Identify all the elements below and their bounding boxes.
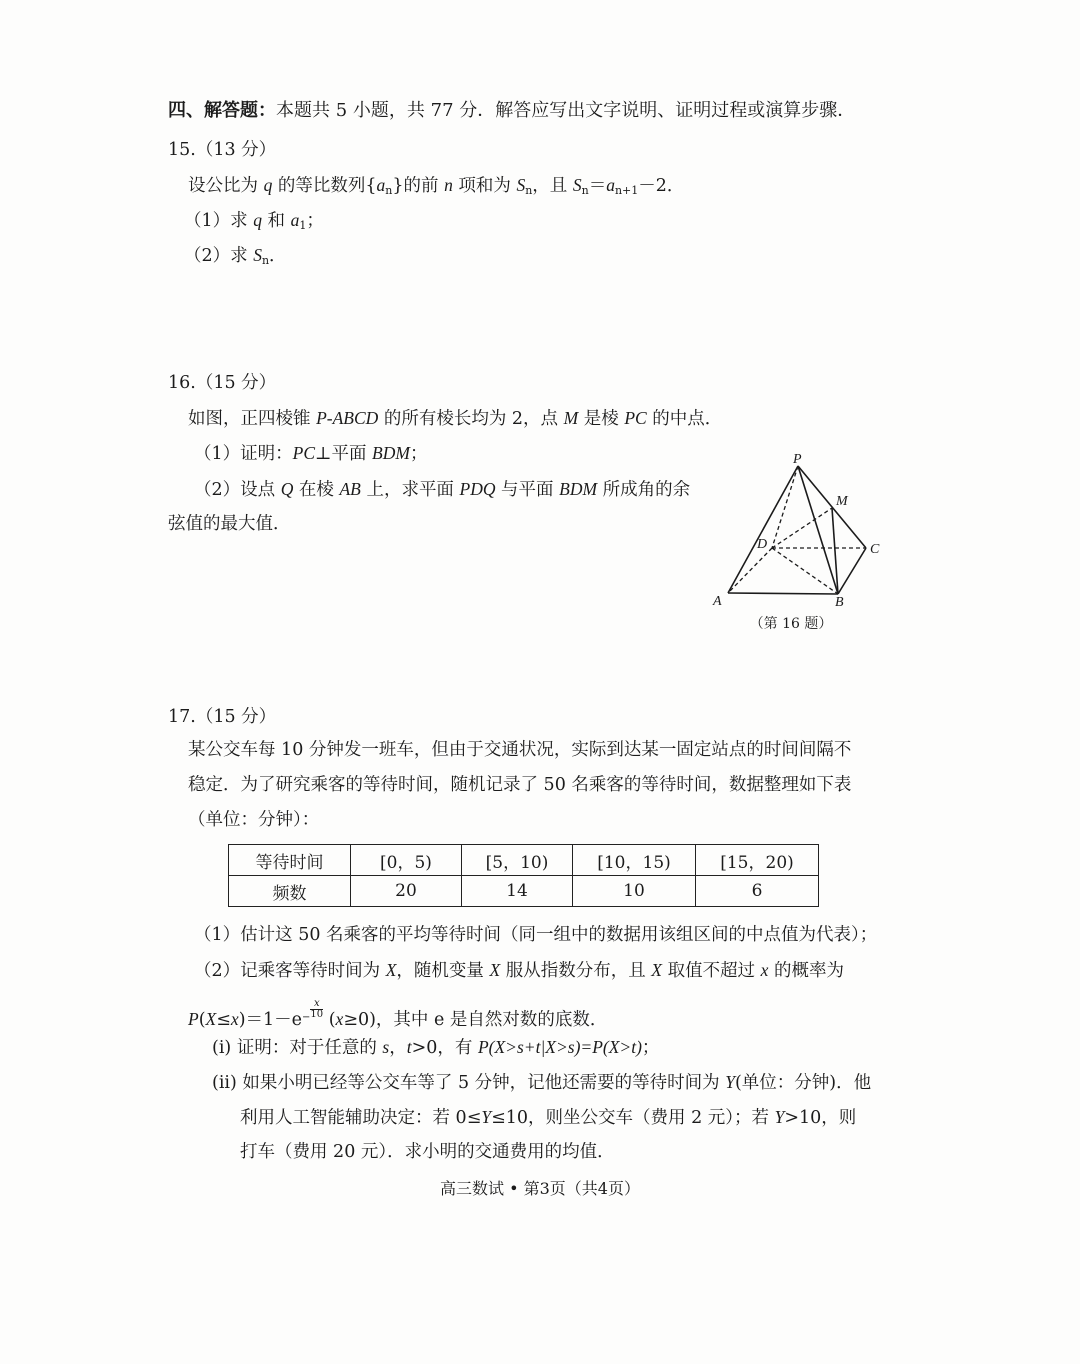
label-M: M [836, 494, 848, 509]
q17-number: 17.（15 分） [168, 707, 277, 727]
waiting-time-table [228, 844, 819, 907]
edge-BC [838, 548, 866, 594]
label-A: A [713, 594, 722, 609]
table-cell: 20 [351, 876, 462, 907]
q17-part1: （1）估计这 50 名乘客的平均等待时间（同一组中的数据用该组区间的中点值为代表）； [194, 925, 878, 945]
table-header-cell: 等待时间 [229, 845, 351, 876]
section-header [168, 99, 855, 123]
q17-stem-line3: （单位：分钟）： [188, 810, 320, 830]
table-header-cell: 频数 [229, 876, 351, 907]
q17-sub-ii-line2: 利用人工智能辅助决定：若 0≤Y≤10，则坐公交车（费用 2 元）；若 Y>10，则 [240, 1107, 857, 1128]
q15-stem: 设公比为 q 的等比数列$\{a_n\}$的前 n 项和为 $S_n$，且 $S_n=a_{n+1}-2$． [188, 175, 685, 197]
q17-probability: P(X≤x)＝1－e− $\frac{x}{10}$ (x≥0)，其中 e 是自然对数的底数． [188, 998, 608, 1030]
label-C: C [870, 542, 880, 557]
q16-part2: （2）设点 Q 在棱 AB 上，求平面 PDQ 与平面 BDM 所成角的余 [194, 479, 691, 500]
edge-PC [798, 466, 866, 548]
edge-DB [772, 548, 838, 594]
section-heading: 四、解答题： [168, 100, 276, 121]
edge-DM [772, 508, 832, 548]
table-cell: [15，20) [696, 845, 819, 876]
q15-number: 15.（13 分） [168, 140, 277, 160]
q16-part1: （1）证明：PC⊥平面 BDM； [194, 443, 428, 464]
table-cell: [10，15) [573, 845, 696, 876]
table-cell: 14 [462, 876, 573, 907]
table-cell: [5，10) [462, 845, 573, 876]
q17-sub-ii-line3: 打车（费用 20 元）．求小明的交通费用的均值． [240, 1142, 615, 1162]
table-row [229, 876, 819, 907]
q15-part2: （2）求 $S_n$． [184, 245, 287, 267]
q17-sub-ii-line1: (ii) 如果小明已经等公交车等了 5 分钟，记他还需要的等待时间为 Y(单位：分钟)．他 [212, 1072, 872, 1093]
table-cell: 10 [573, 876, 696, 907]
table-cell: [0，5) [351, 845, 462, 876]
q15-part1: （1）求 q 和 $a_1$； [184, 210, 324, 232]
label-B: B [835, 595, 844, 610]
edge-BM [832, 508, 838, 594]
q16-part2-cont: 弦值的最大值． [168, 514, 291, 534]
label-P: P [793, 452, 802, 467]
section-intro: 本题共 5 小题，共 77 分．解答应写出文字说明、证明过程或演算步骤． [276, 100, 856, 121]
edge-AB [728, 593, 838, 594]
table-row [229, 845, 819, 876]
edge-DA [728, 548, 772, 593]
q16-stem: 如图，正四棱锥 P-ABCD 的所有棱长均为 2，点 M 是棱 PC 的中点． [188, 408, 723, 429]
edge-PA [728, 466, 798, 593]
page-footer: 高三数试 • 第3页（共4页） [440, 1179, 640, 1198]
q17-stem-line2: 稳定．为了研究乘客的等待时间，随机记录了 50 名乘客的等待时间，数据整理如下表 [188, 775, 852, 795]
q17-sub-i: (i) 证明：对于任意的 s，t>0，有 P(X>s+t|X>s)=P(X>t)； [212, 1037, 660, 1058]
label-D: D [757, 537, 768, 552]
pyramid-figure [700, 444, 900, 644]
q17-stem-line1: 某公交车每 10 分钟发一班车，但由于交通状况，实际到达某一固定站点的时间间隔不 [188, 740, 852, 760]
q17-part2: （2）记乘客等待时间为 X，随机变量 X 服从指数分布，且 X 取值不超过 x 的概率为 [194, 960, 844, 981]
edge-PB [798, 466, 838, 594]
table-cell: 6 [696, 876, 819, 907]
q16-number: 16.（15 分） [168, 373, 277, 393]
figure-caption: （第 16 题） [749, 616, 833, 632]
